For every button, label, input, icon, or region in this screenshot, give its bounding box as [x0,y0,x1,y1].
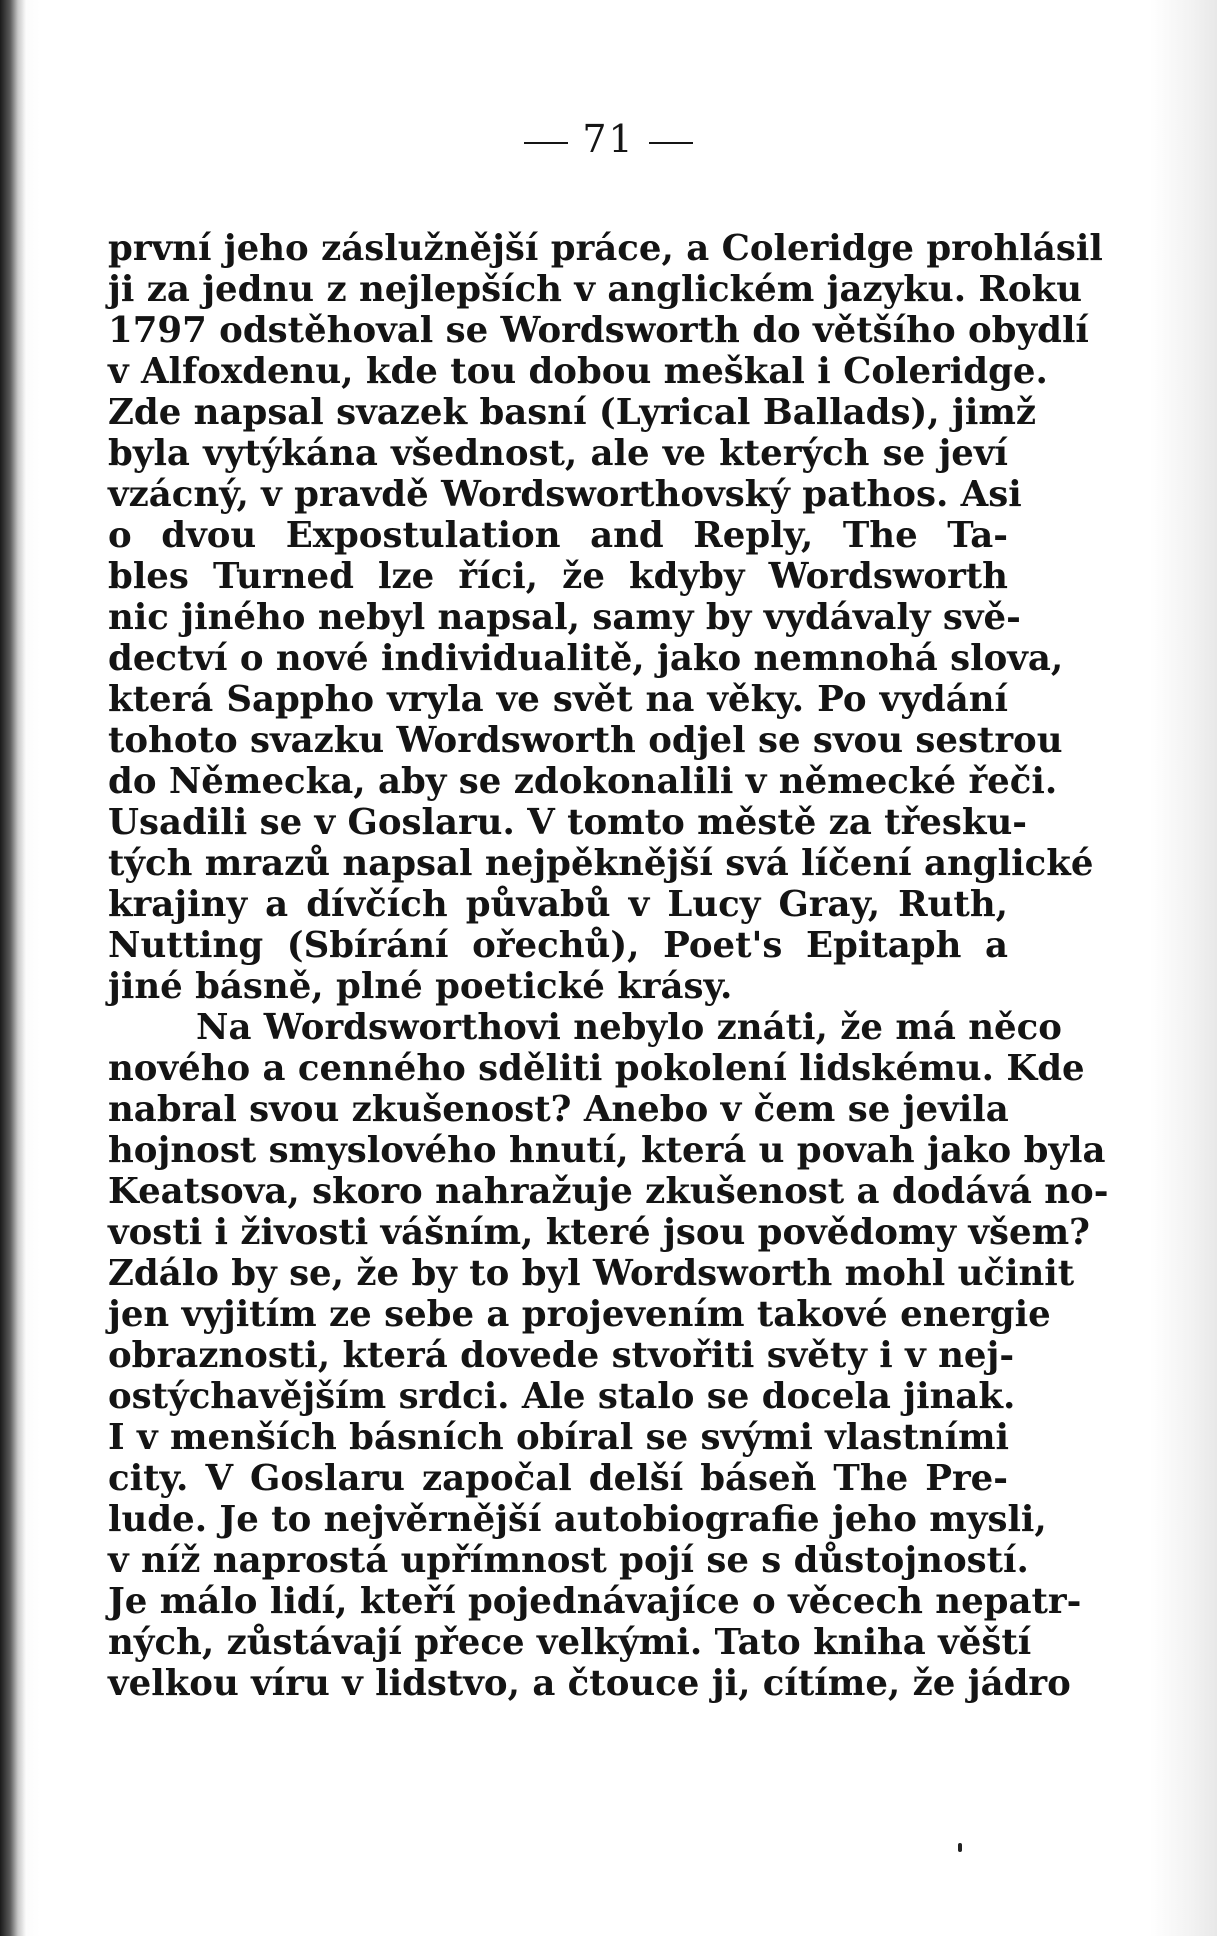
text-line: která Sappho vryla ve svět na věky. Po vydání [108,679,1008,720]
text-line: bles Turned lze říci, že kdyby Wordsworth [108,556,1008,597]
text-line: tohoto svazku Wordsworth odjel se svou sestrou [108,720,1063,761]
text-line: I v menších básních obíral se svými vlastními [108,1417,1010,1458]
text-line: vosti i živosti vášním, které jsou povědomy všem? [108,1212,1090,1253]
text-line: Keatsova, skoro nahražuje zkušenost a dodává no- [108,1171,1109,1212]
text-line: Zde napsal svazek basní (Lyrical Ballads), jimž [108,392,1037,433]
text-line: ji za jednu z nejlepších v anglickém jazyku. Roku [108,269,1083,310]
text-line: jen vyjitím ze sebe a projevením takové energie [108,1294,1051,1335]
text-line: Zdálo by se, že by to byl Wordsworth mohl učinit [108,1253,1075,1294]
text-line: byla vytýkána všednost, ale ve kterých se jeví [108,433,1008,474]
page-number-header [0,117,1217,161]
text-line: o dvou Expostulation and Reply, The Ta- [108,515,1008,556]
page-number: 71 [582,117,635,161]
text-line: nic jiného nebyl napsal, samy by vydávaly svě- [108,597,1021,638]
text-line: v níž naprostá upřímnost pojí se s důstojností. [108,1540,1029,1581]
text-line: v Alfoxdenu, kde tou dobou meškal i Coleridge. [108,351,1048,392]
text-line: obraznosti, která dovede stvořiti světy i v nej- [108,1335,1015,1376]
text-line: city. V Goslaru započal delší báseň The Pre- [108,1458,1008,1499]
text-line: první jeho záslužnější práce, a Coleridge prohlásil [108,228,1103,269]
text-line: Je málo lidí, kteří pojednávajíce o věcech nepatr- [108,1581,1082,1622]
text-line: ných, zůstávají přece velkými. Tato kniha věští [108,1622,1032,1663]
text-line: velkou víru v lidstvo, a čtouce ji, cítíme, že jádro [108,1663,1071,1704]
ink-speck [958,1843,962,1852]
dash-left [524,142,568,144]
text-line: Usadili se v Goslaru. V tomto městě za třesku- [108,802,1027,843]
text-line: hojnost smyslového hnutí, která u povah jako byla [108,1130,1106,1171]
text-line-indented: Na Wordsworthovi nebylo znáti, že má něco [196,1007,1062,1048]
text-line: lude. Je to nejvěrnější autobiografie jeho mysli, [108,1499,1047,1540]
text-line: do Německa, aby se zdokonalili v německé řeči. [108,761,1058,802]
text-line: ostýchavějším srdci. Ale stalo se docela jinak. [108,1376,1016,1417]
text-line: nabral svou zkušenost? Anebo v čem se jevila [108,1089,1009,1130]
dash-right [649,142,693,144]
text-line: Nutting (Sbírání ořechů), Poet's Epitaph a [108,925,1008,966]
text-line: dectví o nové individualitě, jako nemnohá slova, [108,638,1064,679]
text-line: krajiny a dívčích půvabů v Lucy Gray, Ruth, [108,884,1008,925]
text-line: vzácný, v pravdě Wordsworthovský pathos. Asi [108,474,1022,515]
text-line: jiné básně, plné poetické krásy. [108,966,733,1007]
text-line: tých mrazů napsal nejpěknější svá líčení anglické [108,843,1094,884]
body-text [108,228,1109,1704]
binding-edge [0,0,26,1936]
text-line: 1797 odstěhoval se Wordsworth do většího obydlí [108,310,1089,351]
text-line: nového a cenného sděliti pokolení lidskému. Kde [108,1048,1085,1089]
